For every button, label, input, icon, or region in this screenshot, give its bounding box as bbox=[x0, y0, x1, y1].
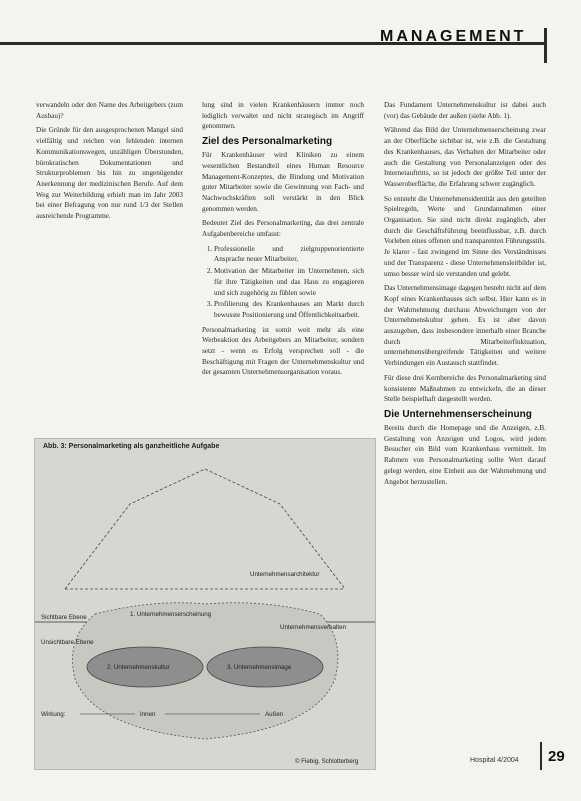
label-architektur: Unternehmensarchitektur bbox=[250, 571, 320, 578]
page-number: 29 bbox=[548, 748, 565, 765]
paragraph: Während das Bild der Unternehmenserscheinung zwar an der Oberfläche sichtbar ist, wie z.B. die Gestaltung des Krankenhauses, das Verhalten der Mitarbeiter oder auch die Gestaltung von Personalanzeigen oder des Internetauftritts, so ist jedoch der größte Teil unter der Wasseroberfläche, die Erfahrung schwer zugänglich. bbox=[384, 126, 546, 188]
figure-credit: © Fiebig, Schlotterberg bbox=[295, 758, 359, 765]
subheading: Die Unternehmenserscheinung bbox=[384, 408, 532, 420]
label-kultur: 2. Unternehmenskultur bbox=[107, 664, 170, 671]
paragraph: Das Unternehmensimage dagegen besteht nicht auf dem Kopf eines Krankenhauses sich selbst. Hier kann es in der Wahrnehmung durchaus Abweichungen von der Unternehmenskultur geben. Es ist aber davon auszugehen, dass insbesondere innerhalb einer Branche durch Mitarbeiterfluktuation, unternehmensübergreifende Tätigkeiten und weitere Verbindungen ein Austausch stattfindet. bbox=[384, 284, 546, 368]
section-title: MANAGEMENT bbox=[380, 28, 527, 45]
iceberg-diagram bbox=[35, 439, 375, 769]
label-wirkung: Wirkung: bbox=[41, 711, 66, 718]
paragraph: Für diese drei Kernbereiche des Personalmarketing sind konsistente Maßnahmen zu entwickeln, die an dieser Stelle beispielhaft dargestellt werden. bbox=[384, 373, 546, 404]
text-column-2 bbox=[202, 100, 364, 430]
paragraph: verwandeln oder den Name des Arbeitgebers (zum Ausbau)? bbox=[36, 101, 183, 120]
label-innen: Innen bbox=[140, 711, 156, 718]
paragraph: Für Krankenhäuser wird Kliniken zu einem wesentlichen Bestandteil eines Human Resource Management-Konzeptes, die Bindung und Motivation guter Mitarbeiter sowie die Gewinnung von Fach- und Nachwuchskräften soll verstärkt in den Blick genommen werden. bbox=[202, 151, 364, 213]
paragraph: Das Fundament Unternehmenskultur ist dabei auch (vor) das Gebäude der außen (siehe Abb. 1). bbox=[384, 101, 546, 120]
task-list bbox=[202, 244, 364, 321]
text-column-3 bbox=[384, 100, 546, 736]
label-unsichtbar: Unsichtbare Ebene bbox=[41, 639, 94, 646]
label-sichtbar: Sichtbare Ebene bbox=[41, 614, 87, 621]
label-image: 3. Unternehmensimage bbox=[227, 664, 292, 671]
label-verhalten: Unternehmensverhalten bbox=[280, 624, 347, 631]
figure-personalmarketing bbox=[34, 438, 376, 770]
footer-rule bbox=[540, 742, 542, 770]
figure-title: Abb. 3: Personalmarketing als ganzheitliche Aufgabe bbox=[43, 443, 220, 450]
paragraph: lung sind in vielen Krankenhäusern immer noch lediglich verwaltet und nicht strategisch im Angriff genommen. bbox=[202, 101, 364, 131]
header-rule-vertical bbox=[544, 28, 547, 63]
paragraph: So entsteht die Unternehmensidentität aus den geteilten Spielregeln, Werte und Grundannahmen einer Organisation. Sie sind nicht direkt zugänglich, aber durch die Geschäftsführung beeinflussbar, z.B. durch Vorleben eines offenen und transparenten Führungsstils. Je klarer - fast zwingend im Sinne des Verständnisses und der Transparenz - diese Unternehmensleitbilder ist, umso besser wird sie verstanden und gelebt. bbox=[384, 194, 546, 278]
footer-magazine: Hospital 4/2004 bbox=[470, 757, 519, 764]
paragraph: Bereits durch die Homepage und die Anzeigen, z.B. Gestaltung von Anzeigen und Logos, wird jedem Besucher ein Bild vom Krankenhaus vermittelt. Im Rahmen von Personalmarketing sollte Wert darauf gelegt werden, eine Einheit aus der Wahrnehmung und Angebot herzustellen. bbox=[384, 423, 546, 486]
label-aussen: Außen bbox=[265, 711, 284, 718]
paragraph: Bedeutet Ziel des Personalmarketing, das drei zentrale Aufgabenbereiche umfasst: bbox=[202, 219, 364, 239]
subheading: Ziel des Personalmarketing bbox=[202, 136, 333, 148]
text-column-1 bbox=[36, 100, 183, 220]
list-item: 2. Motivation der Mitarbeiter im Unternehmen, sich für ihre Tätigkeiten und das Haus zu engagieren und sich zugehörig zu fühlen sowie bbox=[214, 266, 364, 298]
paragraph: Personalmarketing ist somit weit mehr als eine Werbeaktion des Arbeitgebers an Mitarbeiter, sondern setzt - wenn es Erfolg versprechen soll - die Beschäftigung mit Fragen der Unternehmenskultur und der gesamten Unternehmensorganisation voraus. bbox=[202, 325, 364, 377]
label-erscheinung: 1. Unternehmenserscheinung bbox=[130, 611, 212, 618]
paragraph: Die Gründe für den ausgesprochenen Mangel sind vielfältig und reichen von fehlenden internen Kommunikationswegen, unzähligen Überstunden, bürokratischen Dokumentationen und Strukturproblemen bis hin zu ungenügender Anerkennung der medizinischen Berufe. Auf dem Weg zur Weiterbildung erhielt man im Jahr 2003 bei einer Befragung von nur rund 1/3 der Stellen ausreichende Programme. bbox=[36, 126, 183, 220]
list-item: 3. Profilierung des Krankenhauses am Markt durch bewusste Positionierung und Öffentlichkeitsarbeit. bbox=[214, 299, 364, 320]
list-item: 1. Professionelle und zielgruppenorientierte Ansprache neuer Mitarbeiter, bbox=[214, 244, 364, 265]
